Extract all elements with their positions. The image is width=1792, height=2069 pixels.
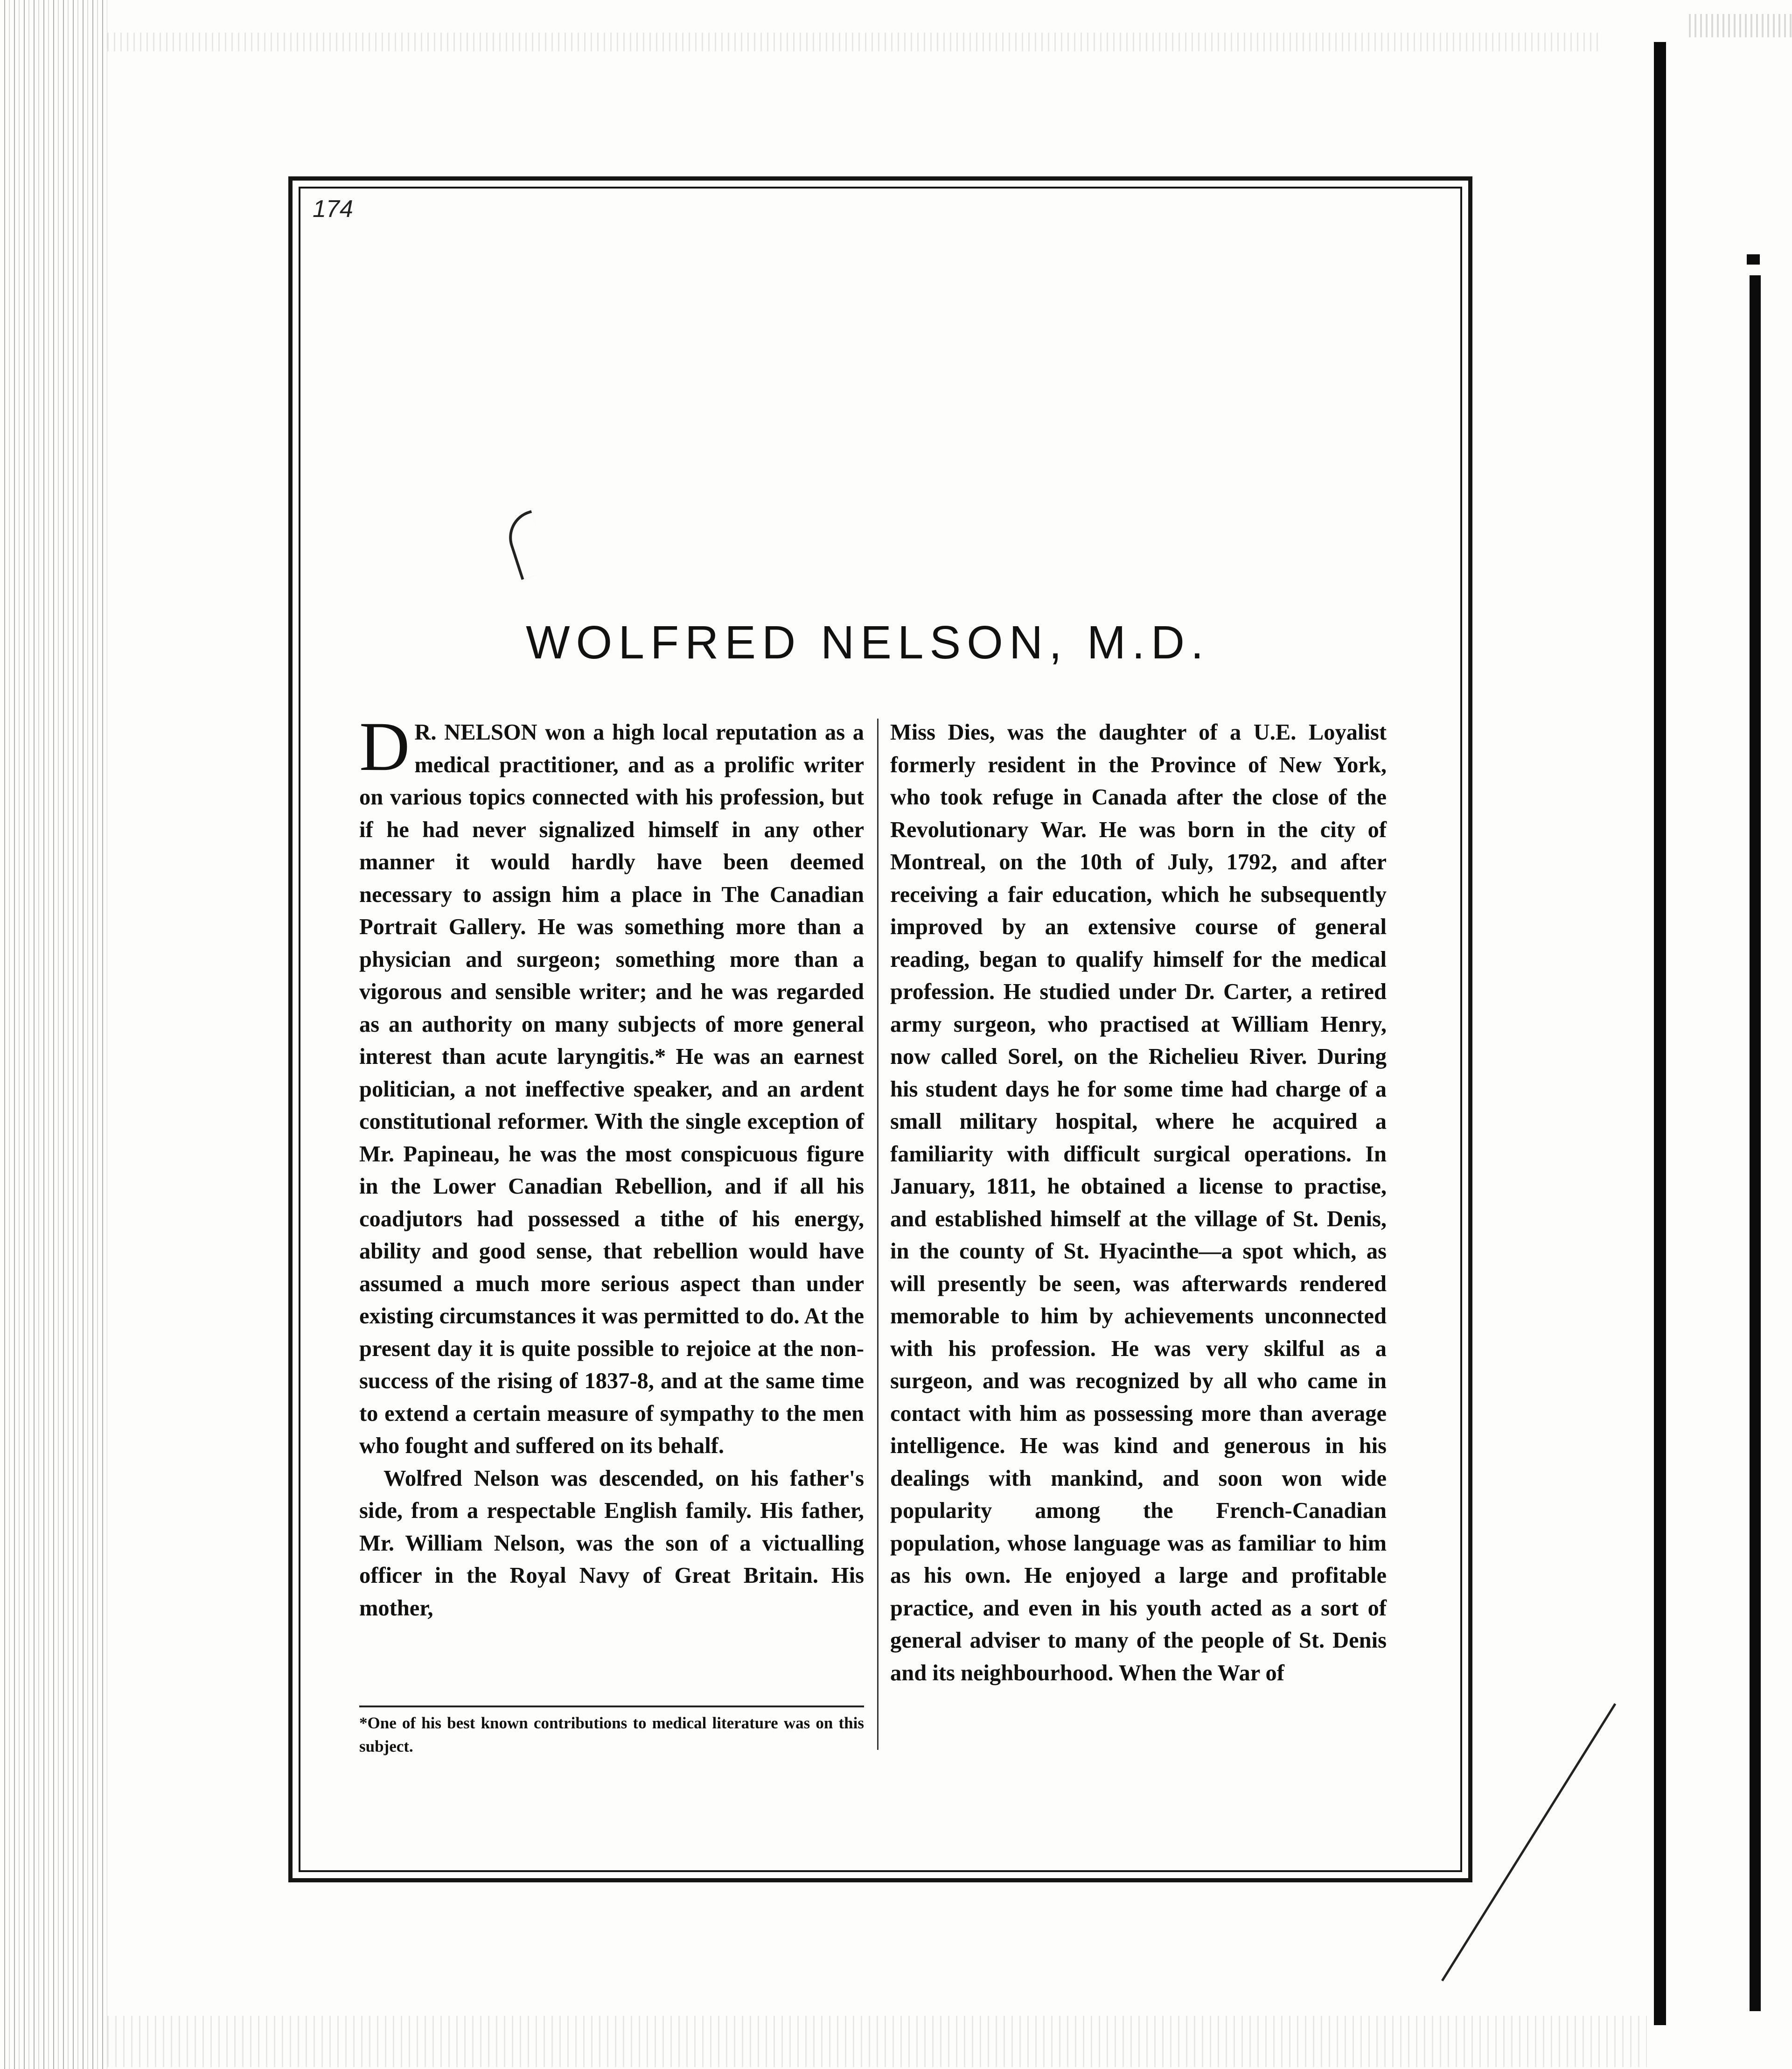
handwritten-folio: 174 [313, 196, 353, 223]
scan-noise-top-right [1689, 14, 1792, 37]
article-column-left [359, 708, 864, 1624]
page-title: WOLFRED NELSON, M.D. [526, 616, 1210, 669]
footnote: *One of his best known contributions to medical literature was on this subject. [359, 1714, 864, 1755]
article-column-right [890, 716, 1387, 1689]
column-divider [877, 719, 879, 1750]
scan-edge-mark [1747, 254, 1760, 265]
scan-noise-top [107, 33, 1600, 51]
scan-edge-bar-secondary [1750, 275, 1761, 2011]
article-paragraph: Wolfred Nelson was descended, on his father's side, from a respectable English family. His father, Mr. William Nelson, was the son of a victualling officer in the Royal Navy of Great Britain. His mother, [359, 1466, 864, 1621]
footnote-rule [359, 1706, 864, 1707]
scan-binding-edge [0, 0, 107, 2069]
scan-noise-bottom [107, 2016, 1647, 2067]
scan-edge-bar [1654, 42, 1666, 2025]
drop-cap: D [359, 708, 410, 785]
article-paragraph: R. NELSON won a high local reputation as a medical practitioner, and as a prolific writer on various topics connected with his profession, but if he had never signalized himself in any other manner it would hardly have been deemed necessary to assign him a place in The Canadian Portrait Gallery. He was something more than a physician and surgeon; something more than a vigorous and sensible writer; and he was regarded as an authority on many subjects of more general interest than acute laryngitis.* He was an earnest politician, a not ineffective speaker, and an ardent constitutional reformer. With the single exception of Mr. Papineau, he was the most conspicuous figure in the Lower Canadian Rebellion, and if all his coadjutors had possessed a tithe of his energy, ability and good sense, that rebellion would have assumed a much more serious aspect than under existing circumstances it was permitted to do. At the present day it is quite possible to rejoice at the non-success of the rising of 1837-8, and at the same time to extend a certain measure of sympathy to the men who fought and suffered on its behalf. [359, 720, 864, 1458]
article-paragraph: Miss Dies, was the daughter of a U.E. Loyalist formerly resident in the Province of New York, who took refuge in Canada after the close of the Revolutionary War. He was born in the city of Montreal, on the 10th of July, 1792, and after receiving a fair education, which he subsequently improved by an extensive course of general reading, began to qualify himself for the medical profession. He studied under Dr. Carter, a retired army surgeon, who practised at William Henry, now called Sorel, on the Richelieu River. During his student days he for some time had charge of a small military hospital, where he acquired a familiarity with difficult surgical operations. In January, 1811, he obtained a license to practise, and established himself at the village of St. Denis, in the county of St. Hyacinthe—a spot which, as will presently be seen, was afterwards rendered memorable to him by achievements unconnected with his profession. He was very skilful as a surgeon, and was recognized by all who came in contact with him as possessing more than average intelligence. He was kind and generous in his dealings with mankind, and soon won wide popularity among the French-Canadian population, whose language was as familiar to him as his own. He enjoyed a large and profitable practice, and even in his youth acted as a sort of general adviser to many of the people of St. Denis and its neighbourhood. When the War of [890, 720, 1387, 1685]
